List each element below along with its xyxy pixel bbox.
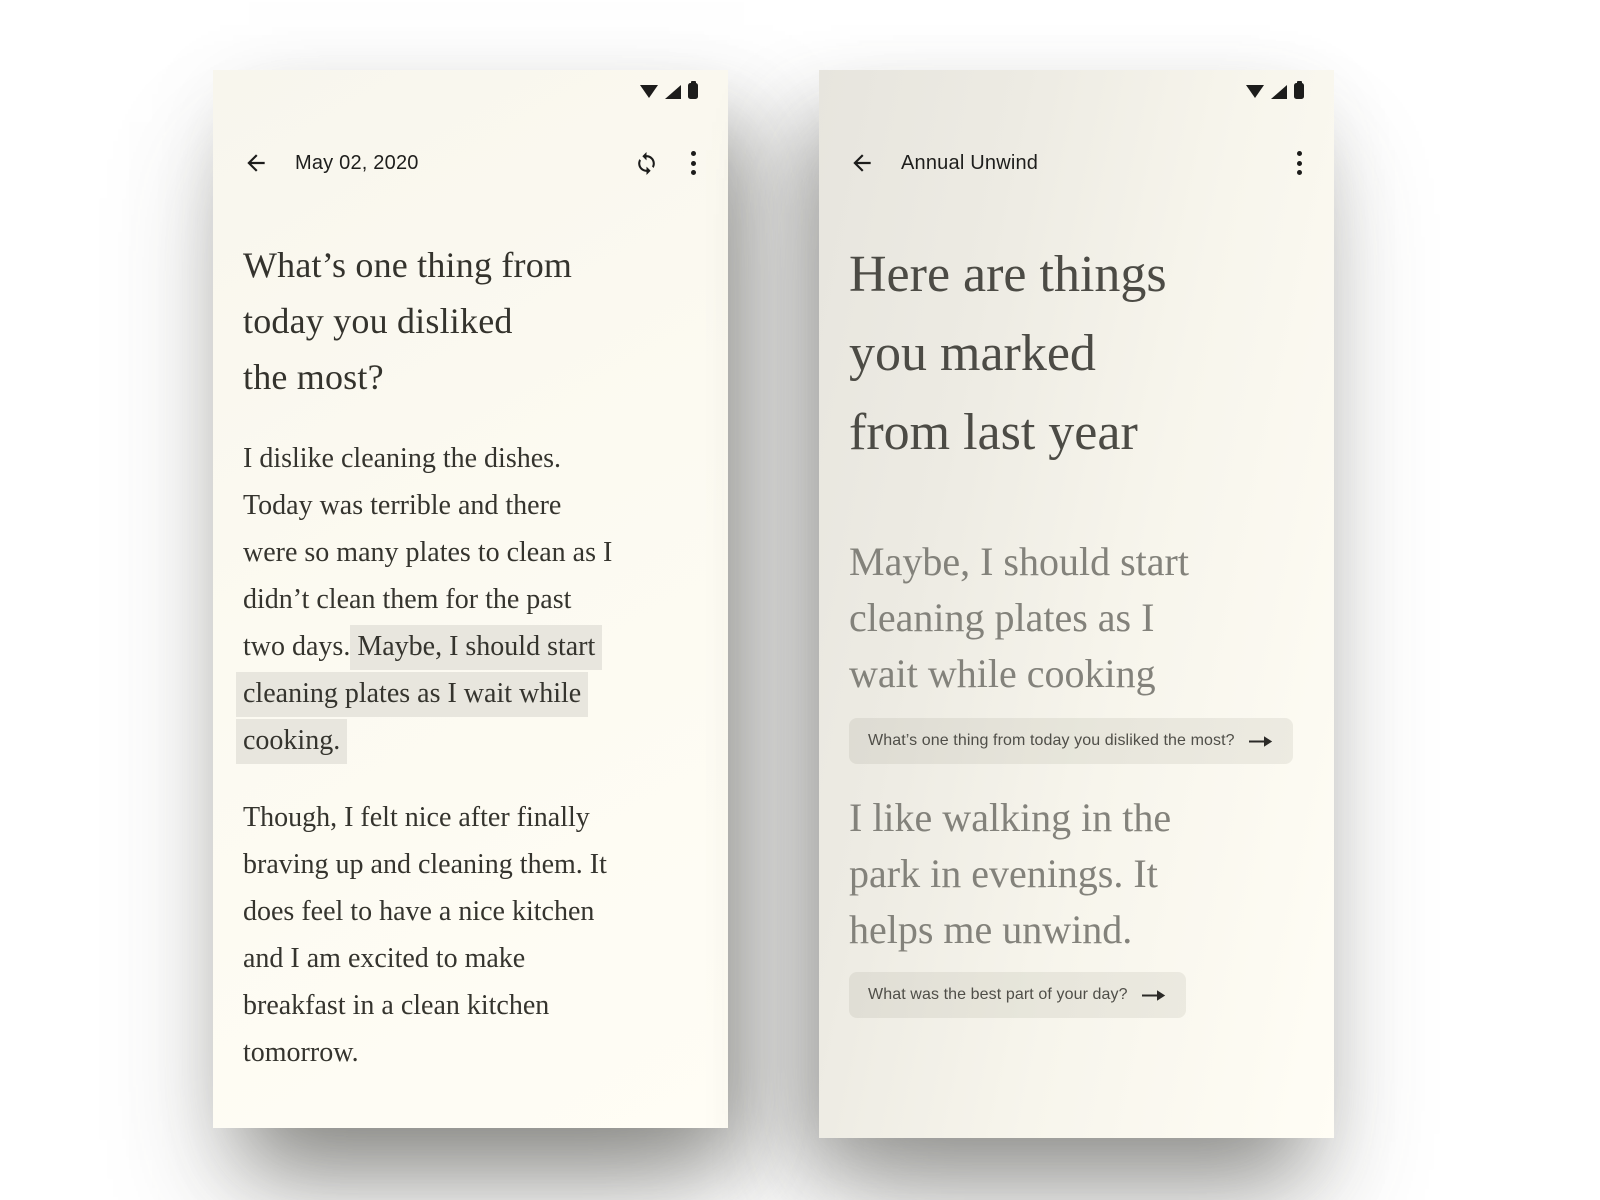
quote-text: wait while cooking — [849, 651, 1156, 696]
entry-text: Today was terrible and there — [243, 490, 562, 521]
overflow-menu-icon[interactable] — [689, 147, 698, 179]
journal-entry-paragraph — [243, 794, 698, 1076]
marked-text[interactable]: Maybe, I should start — [357, 625, 595, 670]
quote-text: cleaning plates as I — [849, 595, 1155, 640]
heading-line: Here are things — [849, 246, 1167, 303]
wifi-icon — [1246, 85, 1264, 98]
entry-text: Though, I felt nice after finally — [243, 802, 590, 833]
heading-line: you marked — [849, 325, 1096, 382]
cellular-signal-icon — [665, 85, 681, 99]
long-right-arrow-icon — [1248, 735, 1274, 748]
status-bar — [243, 82, 698, 99]
entry-date-title: May 02, 2020 — [295, 151, 419, 174]
app-bar — [243, 143, 698, 183]
journal-entry-screen — [213, 70, 728, 1128]
heading-line: What’s one thing from — [243, 245, 573, 285]
entry-text: didn’t clean them for the past — [243, 584, 572, 615]
entry-text: were so many plates to clean as I — [243, 537, 613, 568]
journal-prompt-heading — [243, 237, 698, 405]
cellular-signal-icon — [1271, 85, 1287, 99]
marked-text[interactable]: cooking. — [243, 719, 340, 764]
source-prompt-label: What was the best part of your day? — [868, 986, 1128, 1003]
entry-text: two days. — [243, 631, 358, 662]
quote-text: Maybe, I should start — [849, 539, 1189, 584]
battery-icon — [688, 83, 698, 99]
back-arrow-icon[interactable] — [243, 150, 269, 176]
source-prompt-chip[interactable] — [849, 718, 1293, 764]
marked-quote — [849, 790, 1304, 958]
sync-icon[interactable] — [634, 151, 659, 176]
heading-line: the most? — [243, 357, 384, 397]
entry-text: I dislike cleaning the dishes. — [243, 443, 562, 474]
annual-unwind-screen — [819, 70, 1334, 1138]
long-right-arrow-icon — [1141, 989, 1167, 1002]
quote-text: I like walking in the — [849, 795, 1172, 840]
entry-text: breakfast in a clean kitchen — [243, 990, 550, 1021]
entry-text: does feel to have a nice kitchen — [243, 896, 595, 927]
overflow-menu-icon[interactable] — [1295, 147, 1304, 179]
marked-quote — [849, 534, 1304, 702]
quote-text: park in evenings. It — [849, 851, 1158, 896]
review-heading — [849, 235, 1304, 472]
journal-entry-paragraph — [243, 435, 698, 764]
entry-text: braving up and cleaning them. It — [243, 849, 607, 880]
entry-text: and I am excited to make — [243, 943, 526, 974]
status-bar — [849, 82, 1304, 99]
battery-icon — [1294, 83, 1304, 99]
marked-text[interactable]: cleaning plates as I wait while — [243, 672, 581, 717]
heading-line: today you disliked — [243, 301, 513, 341]
source-prompt-label: What’s one thing from today you disliked the most? — [868, 732, 1235, 749]
quote-text: helps me unwind. — [849, 907, 1133, 952]
entry-text: tomorrow. — [243, 1037, 359, 1068]
app-bar — [849, 143, 1304, 183]
heading-line: from last year — [849, 404, 1138, 461]
screen-title: Annual Unwind — [901, 151, 1039, 174]
wifi-icon — [640, 85, 658, 98]
source-prompt-chip[interactable] — [849, 972, 1186, 1018]
back-arrow-icon[interactable] — [849, 150, 875, 176]
